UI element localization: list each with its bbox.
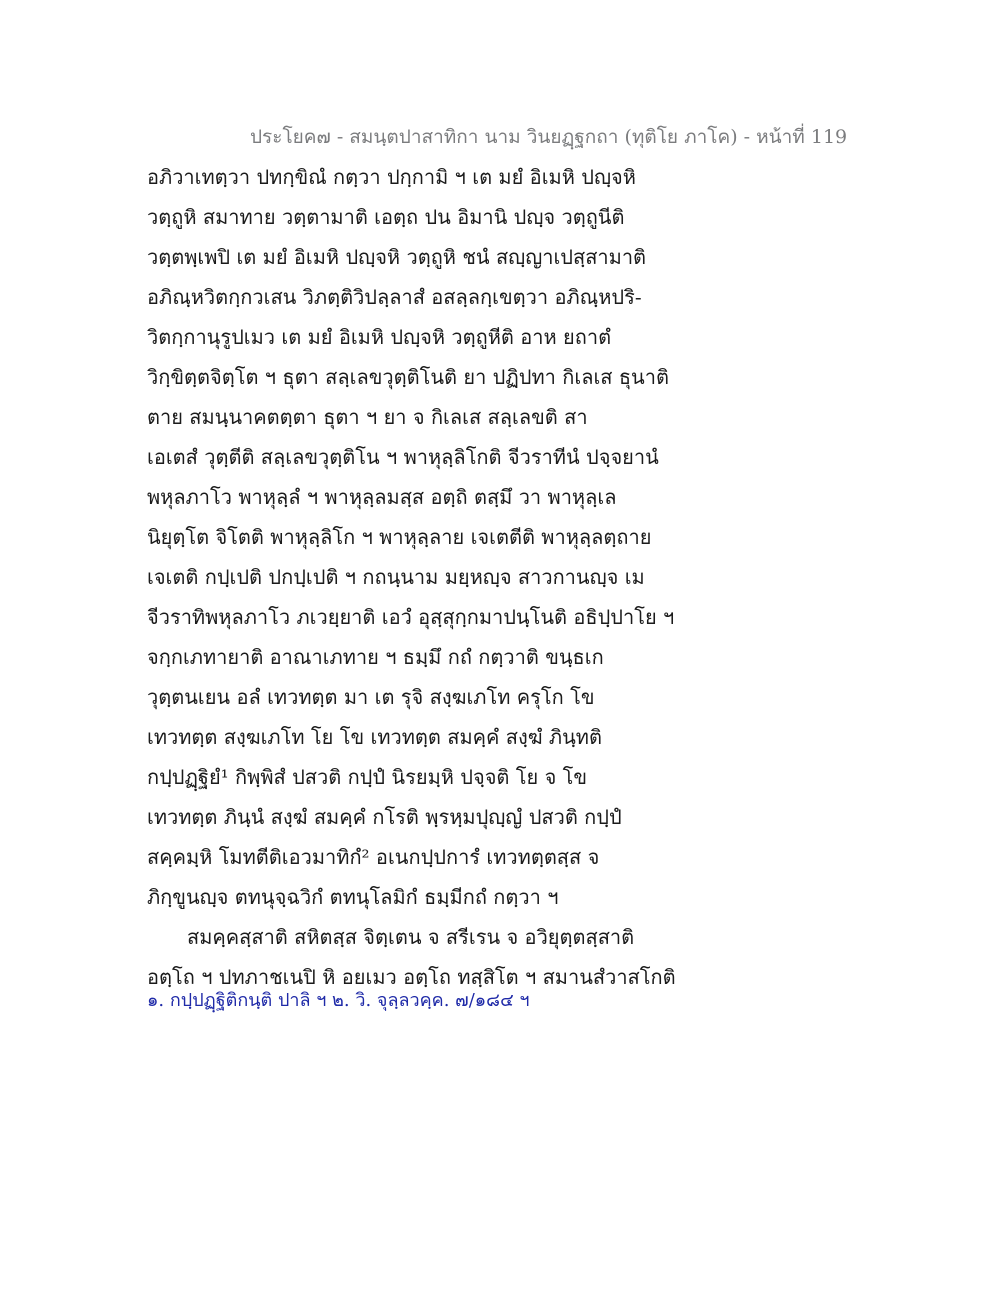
text-line: วุตฺตนเยน อลํ เทวทตฺต มา เต รุจิ สงฺฆเภโท ครุโก โข — [147, 685, 595, 709]
text-line: ตาย สมนฺนาคตตฺตา ธุตา ฯ ยา จ กิเลเส สลฺเลขติ สา — [147, 405, 588, 429]
text-line: ภิกฺขูนญฺจ ตทนุจฺฉวิกํ ตทนุโลมิกํ ธมฺมีกถํ กตฺวา ฯ — [147, 885, 559, 909]
text-line: วตฺถูหิ สมาทาย วตฺตามาติ เอตฺถ ปน อิมานิ ปญฺจ วตฺถูนีติ — [147, 205, 625, 229]
running-header: ประโยค๗ - สมนฺตปาสาทิกา นาม วินยฏฺฐกถา (ทุติโย ภาโค) - หน้าที่ 119 — [250, 126, 848, 148]
text-line: เทวทตฺต ภินฺนํ สงฺฆํ สมคฺคํ กโรติ พฺรหฺมปุญฺญํ ปสวติ กปฺปํ — [147, 805, 622, 829]
text-line: วตฺตพฺเพปิ เต มยํ อิเมหิ ปญฺจหิ วตฺถูหิ ชนํ สญฺญาเปสฺสามาติ — [147, 245, 647, 269]
text-line: วิตกฺกานุรูปเมว เต มยํ อิเมหิ ปญฺจหิ วตฺถูหีติ อาห ยถาตํ — [147, 325, 612, 349]
text-line: สคฺคมฺหิ โมทตีติเอวมาทิกํ² อเนกปฺปการํ เทวทตฺตสฺส จ — [147, 845, 600, 869]
text-line: วิกฺขิตฺตจิตฺโต ฯ ธุตา สลฺเลขวุตฺติโนติ ยา ปฏิปทา กิเลเส ธุนาติ — [147, 365, 669, 389]
text-line: กปฺปฏฺฐิยํ¹ กิพฺพิสํ ปสวติ กปฺปํ นิรยมฺหิ ปจฺจติ โย จ โข — [147, 765, 588, 789]
text-line: พหุลภาโว พาหุลฺลํ ฯ พาหุลฺลมสฺส อตฺถิ ตสฺมึ วา พาหุลฺเล — [147, 485, 617, 509]
text-line: เทวทตฺต สงฺฆเภโท โย โข เทวทตฺต สมคฺคํ สงฺฆํ ภินฺทติ — [147, 725, 602, 749]
text-line: อภิณฺหวิตกฺกวเสน วิภตฺติวิปลฺลาสํ อสลฺลกฺเขตฺวา อภิณฺหปริ- — [147, 285, 642, 309]
text-line: เอเตสํ วุตฺตีติ สลฺเลขวุตฺติโน ฯ พาหุลฺลิโกติ จีวราทีนํ ปจฺจยานํ — [147, 445, 659, 469]
text-line: อภิวาเทตฺวา ปทกฺขิณํ กตฺวา ปกฺกามิ ฯ เต มยํ อิเมหิ ปญฺจหิ — [147, 165, 636, 189]
text-line: จีวราทิพหุลภาโว ภเวยฺยาติ เอวํ อุสฺสุกฺกมาปนฺโนติ อธิปฺปาโย ฯ — [147, 605, 675, 629]
paragraph-first-line: สมคฺคสฺสาติ สหิตสฺส จิตฺเตน จ สรีเรน จ อวิยุตฺตสฺสาติ — [187, 925, 635, 949]
text-line: นิยุตฺโต จิโตติ พาหุลฺลิโก ฯ พาหุลฺลาย เจเตตีติ พาหุลฺลตฺถาย — [147, 525, 652, 549]
body-text — [147, 157, 707, 997]
text-line: อตฺโถ ฯ ปทภาชเนปิ หิ อยเมว อตฺโถ ทสฺสิโต ฯ สมานสํวาสโกติ — [147, 965, 676, 989]
footnote: ๑. กปฺปฏฺฐิติกนฺติ ปาลิ ฯ ๒. วิ. จุลฺลวคฺค. ๗/๑๘๔ ฯ — [147, 990, 530, 1011]
text-line: จกฺกเภทายาติ อาณาเภทาย ฯ ธมฺมึ กถํ กตฺวาติ ขนฺธเก — [147, 645, 604, 669]
text-line: เจเตติ กปฺเปติ ปกปฺเปติ ฯ กถนฺนาม มยฺหญฺจ สาวกานญฺจ เม — [147, 565, 645, 589]
